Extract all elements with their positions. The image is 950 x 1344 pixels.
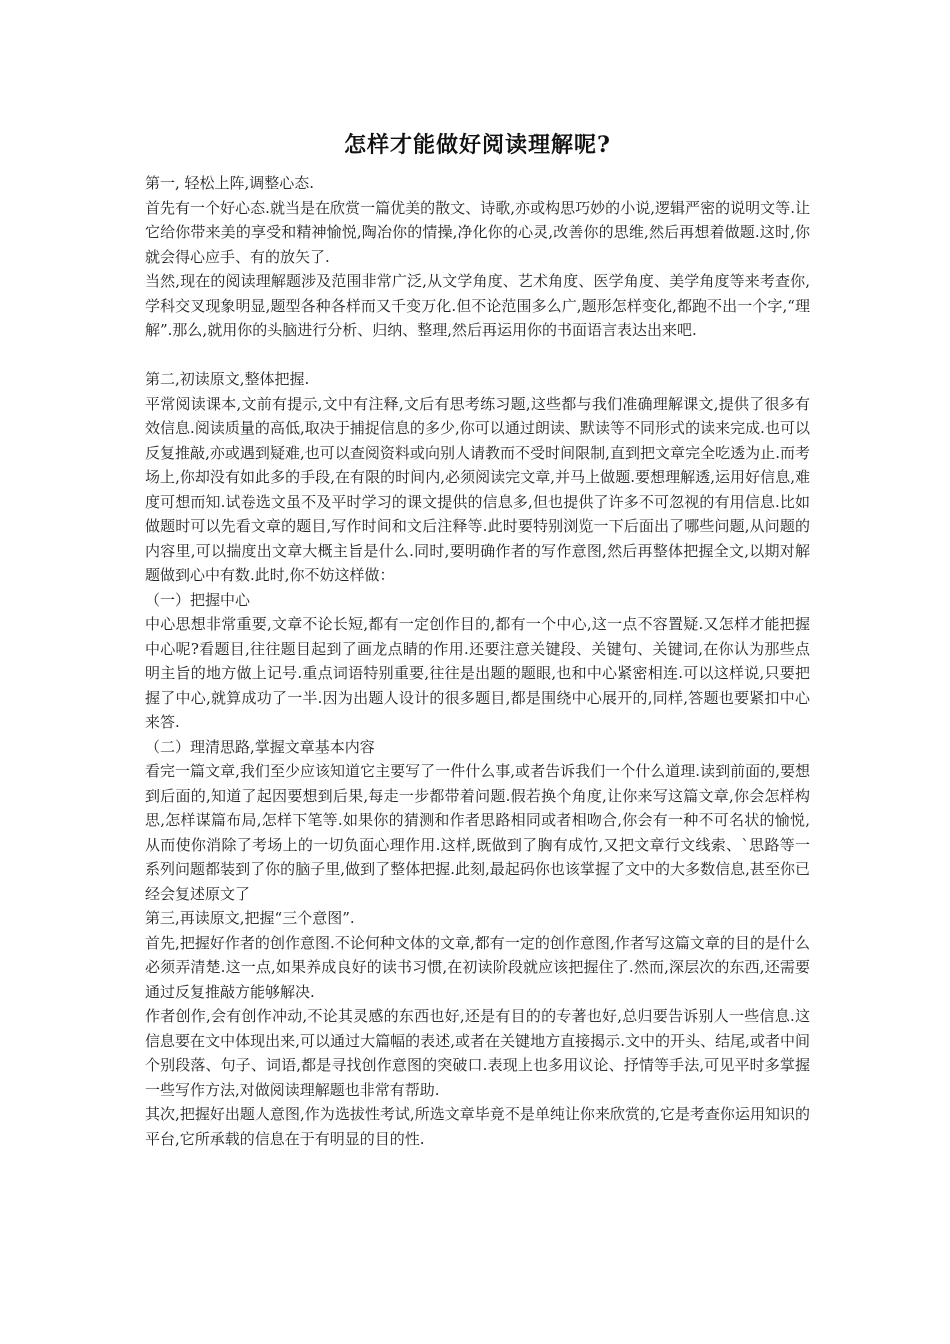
paragraph: 平常阅读课本,文前有提示,文中有注释,文后有思考练习题,这些都与我们准确理解课文,提供了很多有效信息.阅读质量的高低,取决于捕捉信息的多少,你可以通过朗读、默读等不同形式的读来完成.也可以反复推敲,亦或遇到疑难,也可以查阅资料或向别人请教而不受时间限制,直到把文章完全吃透为止.而考场上,你却没有如此多的手段,在有限的时间内,必须阅读完文章,并马上做题.要想理解透,运用好信息,难度可想而知.试卷选文虽不及平时学习的课文提供的信息多,但也提供了许多不可忽视的有用信息.比如做题时可以先看文章的题目,写作时间和文后注释等.此时要特别浏览一下后面出了哪些问题,从问题的内容里,可以揣度出文章大概主旨是什么.同时,要明确作者的写作意图,然后再整体把握全文,以期对解题做到心中有数.此时,你不妨这样做： [145,394,810,584]
subheading-2: （二）理清思路,掌握文章基本内容 [145,737,375,756]
subheading-1: （一）把握中心 [145,590,251,609]
section-heading-1: 第一, 轻松上阵,调整心态. [145,174,315,192]
paragraph: 首先,把握好作者的创作意图.不论何种文体的文章,都有一定的创作意图,作者写这篇文章的目的是什么必须弄清楚.这一点,如果养成良好的读书习惯,在初读阶段就应该把握住了.然而,深层次的东西,还需要通过反复推敲方能够解决. [145,933,810,1001]
paragraph: 首先有一个好心态.就当是在欣赏一篇优美的散文、诗歌,亦或构思巧妙的小说,逻辑严密的说明文等.让它给你带来美的享受和精神愉悦,陶冶你的情操,净化你的心灵,改善你的思维,然后再想着做题.这时,你就会得心应手、有的放矢了. [145,198,810,266]
section-heading-2: 第二,初读原文,整体把握. [145,370,310,388]
blank-line [145,343,810,368]
paragraph: 当然,现在的阅读理解题涉及范围非常广泛,从文学角度、艺术角度、医学角度、美学角度等来考查你,学科交叉现象明显,题型各种各样而又千变万化.但不论范围多么广,题形怎样变化,都跑不出一个字,“理解”.那么,就用你的头脑进行分析、归纳、整理,然后再运用你的书面语言表达出来吧. [145,272,810,339]
paragraph: 其次,把握好出题人意图,作为选拔性考试,所选文章毕竟不是单纯让你来欣赏的,它是考查你运用知识的平台,它所承载的信息在于有明显的目的性. [145,1105,810,1148]
paragraph: 中心思想非常重要,文章不论长短,都有一定创作目的,都有一个中心,这一点不容置疑.又怎样才能把握中心呢?看题目,往往题目起到了画龙点睛的作用.还要注意关键段、关键句、关键词,在你认为那些点明主旨的地方做上记号.重点词语特别重要,往往是出题的题眼,也和中心紧密相连.可以这样说,只要把握了中心,就算成功了一半.因为出题人设计的很多题目,都是围绕中心展开的,同样,答题也要紧扣中心来答. [145,615,810,731]
document-page [145,128,810,1151]
section-heading-3: 第三,再读原文,把握“三个意图”. [145,909,355,927]
paragraph: 作者创作,会有创作冲动,不论其灵感的东西也好,还是有目的的专著也好,总归要告诉别人一些信息.这信息要在文中体现出来,可以通过大篇幅的表述,或者在关键地方直接揭示.文中的开头、结尾,或者中间个别段落、句子、词语,都是寻找创作意图的突破口.表现上也多用议论、抒情等手法,可见平时多掌握一些写作方法,对做阅读理解题也非常有帮助. [145,1007,810,1099]
paragraph: 看完一篇文章,我们至少应该知道它主要写了一件什么事,或者告诉我们一个什么道理.读到前面的,要想到后面的,知道了起因要想到后果,每走一步都带着问题.假若换个角度,让你来写这篇文章,你会怎样构思,怎样谋篇布局,怎样下笔等.如果你的猜测和作者思路相同或者相吻合,你会有一种不可名状的愉悦,从而使你消除了考场上的一切负面心理作用.这样,既做到了胸有成竹,又把文章行文线索、`思路等一系列问题都装到了你的脑子里,做到了整体把握.此刻,最起码你也该掌握了文中的大多数信息,甚至你已经会复述原文了 [145,762,810,903]
document-title: 怎样才能做好阅读理解呢? [344,132,611,158]
